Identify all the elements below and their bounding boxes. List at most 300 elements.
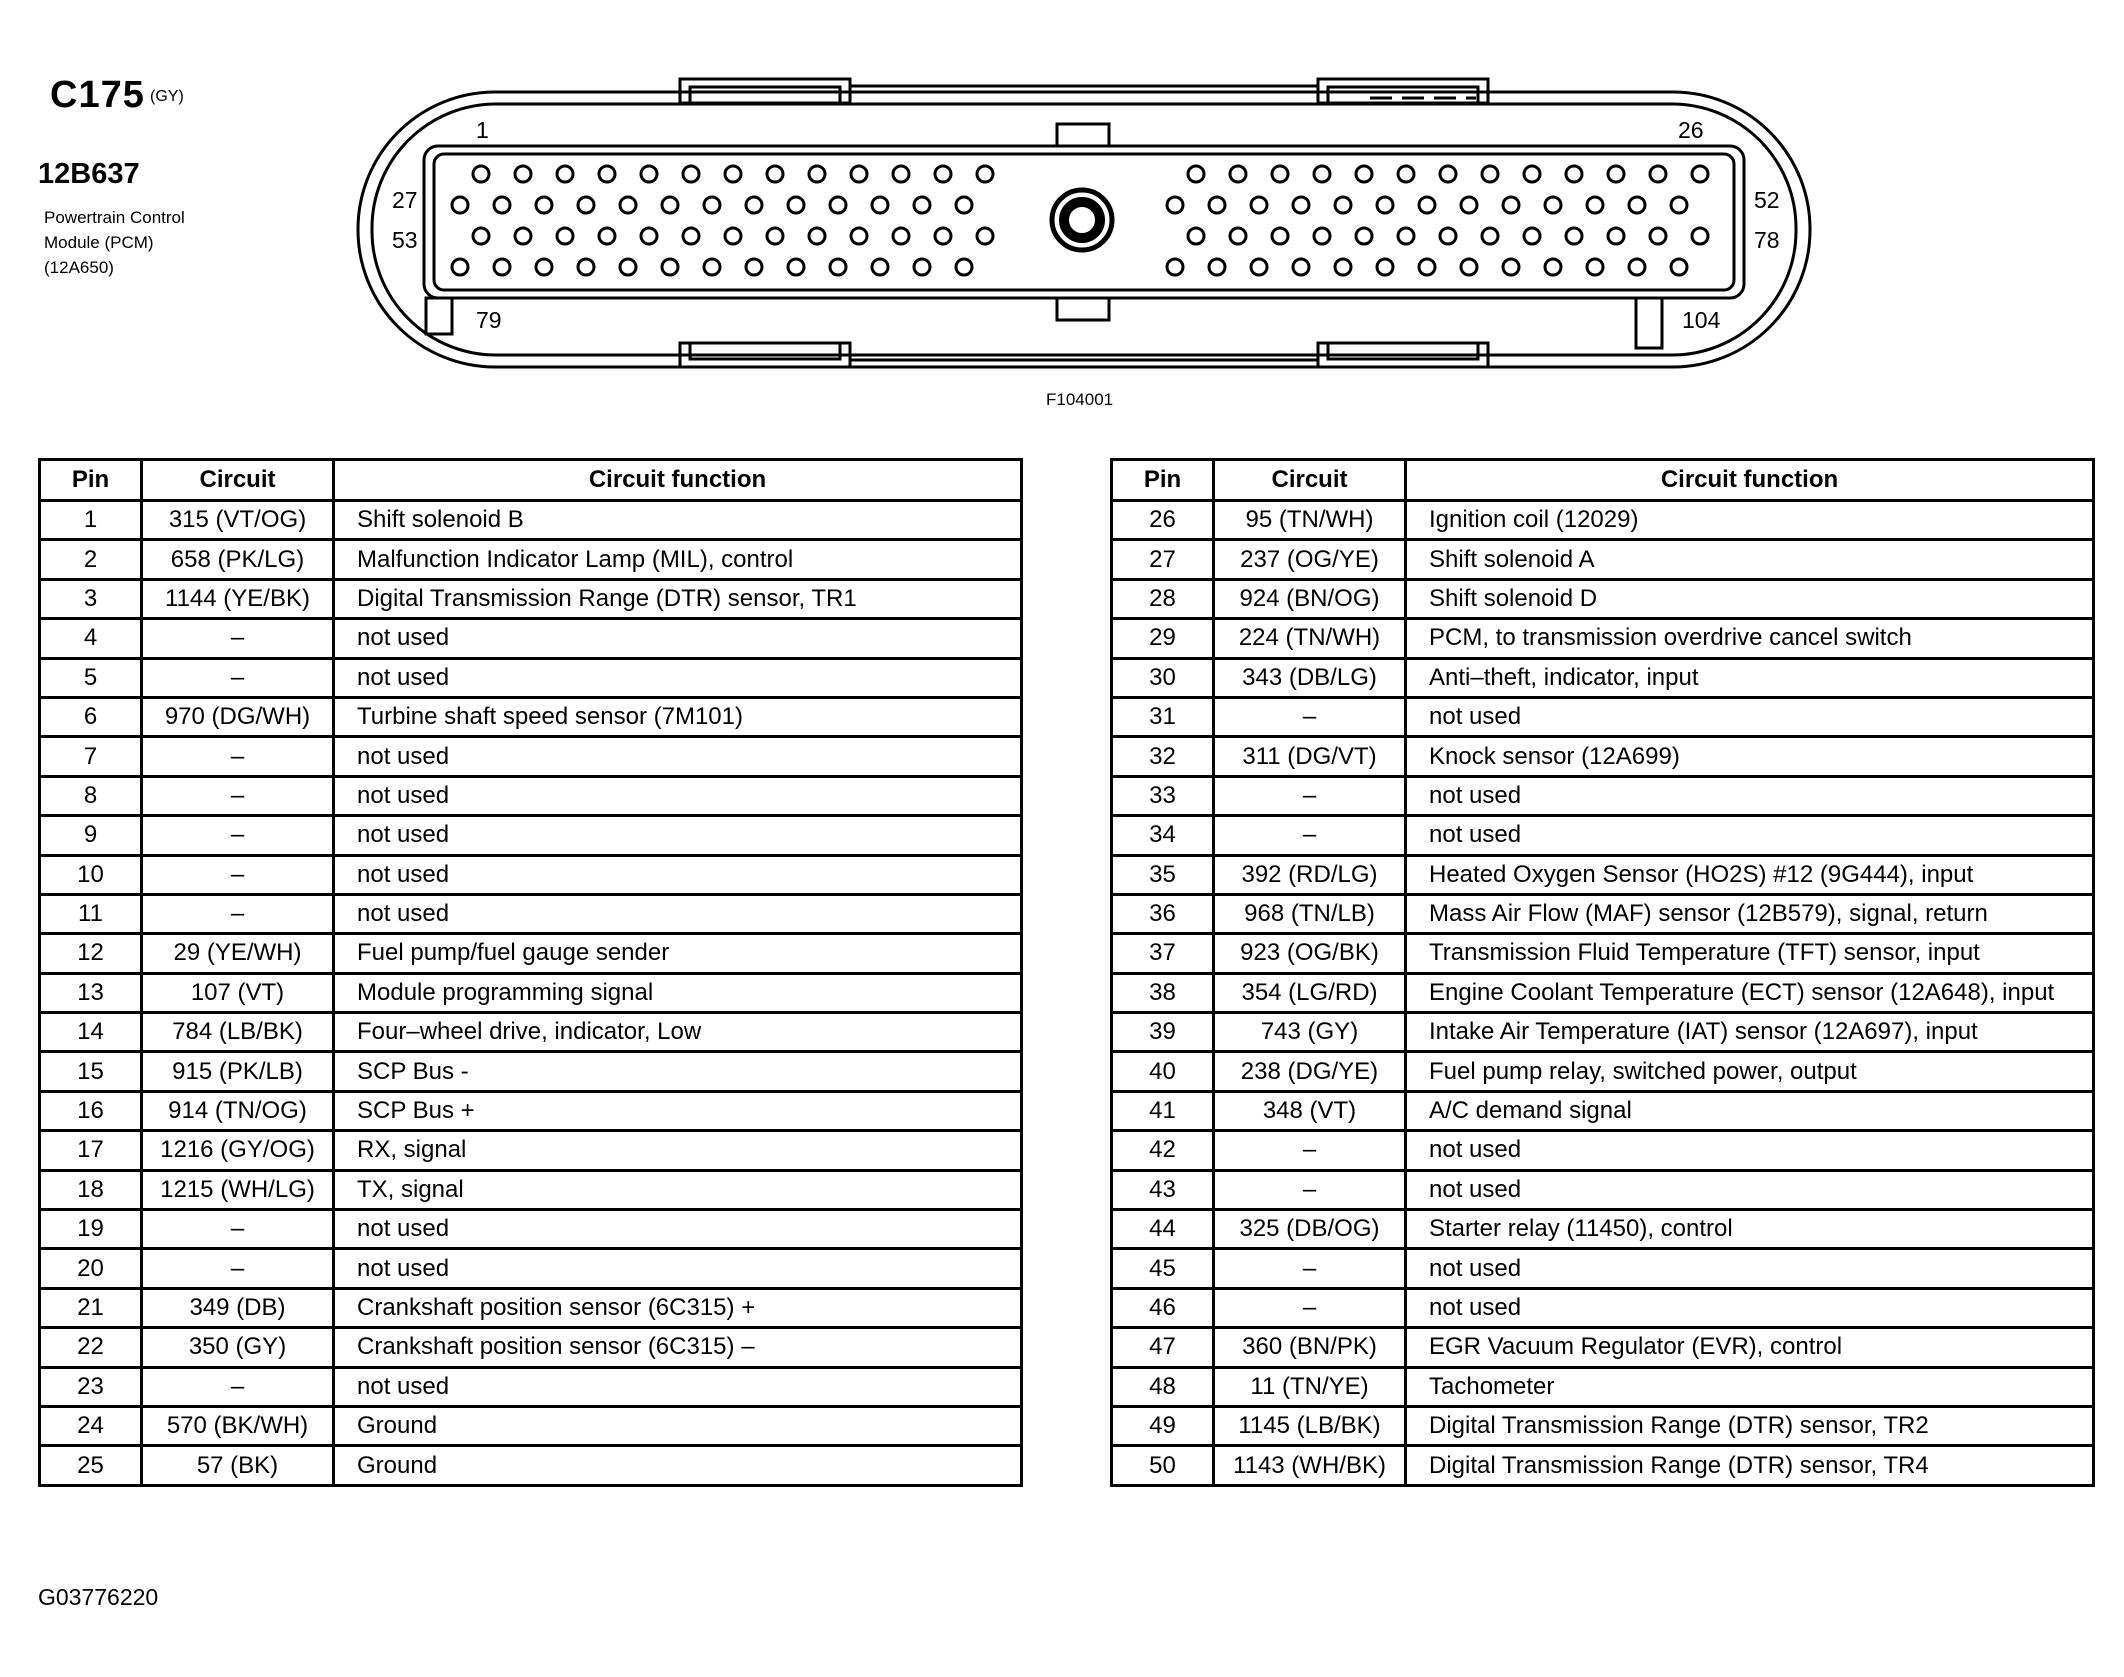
table-row: [40, 1406, 1022, 1445]
pin-hole: [977, 228, 993, 244]
key-bottom: [1057, 298, 1109, 320]
pin-hole: [914, 197, 930, 213]
pin-cell: 41: [1112, 1091, 1214, 1130]
pin-hole: [1608, 166, 1624, 182]
pin-cell: 11: [40, 894, 142, 933]
pin-hole: [1293, 259, 1309, 275]
circuit-cell: 392 (RD/LG): [1214, 855, 1406, 894]
table-row: [1112, 579, 2094, 618]
table-row: [1112, 1170, 2094, 1209]
pin-label-78: 78: [1754, 227, 1780, 253]
pin-hole: [1230, 228, 1246, 244]
table-row: [40, 1170, 1022, 1209]
pin-hole: [1314, 228, 1330, 244]
circuit-cell: 349 (DB): [142, 1288, 334, 1327]
pin-hole: [956, 197, 972, 213]
circuit-cell: –: [142, 1210, 334, 1249]
circuit-cell: –: [1214, 1170, 1406, 1209]
circuit-function-cell: Engine Coolant Temperature (ECT) sensor (12A648), input: [1406, 973, 2094, 1012]
pin-hole: [515, 166, 531, 182]
pin-hole: [1650, 228, 1666, 244]
pin-cell: 29: [1112, 619, 1214, 658]
pin-label-1: 1: [476, 117, 489, 143]
circuit-function-cell: Fuel pump/fuel gauge sender: [334, 934, 1022, 973]
pin-hole: [893, 166, 909, 182]
circuit-cell: 315 (VT/OG): [142, 501, 334, 540]
pin-hole: [725, 228, 741, 244]
pin-cell: 30: [1112, 658, 1214, 697]
pin-hole: [1461, 259, 1477, 275]
pin-block-outer: [424, 146, 1744, 298]
circuit-function-cell: Ground: [334, 1406, 1022, 1445]
table-row: [40, 697, 1022, 736]
header-circuit-function: Circuit function: [334, 460, 1022, 501]
table-row: [40, 501, 1022, 540]
table-row: [40, 1367, 1022, 1406]
latch-bottom-left-inner: [690, 343, 840, 359]
pin-cell: 35: [1112, 855, 1214, 894]
pin-hole: [1524, 228, 1540, 244]
pin-cell: 33: [1112, 776, 1214, 815]
pin-hole: [746, 197, 762, 213]
table-row: [1112, 540, 2094, 579]
table-row: [40, 579, 1022, 618]
pin-cell: 6: [40, 697, 142, 736]
table-row: [40, 1288, 1022, 1327]
pin-hole: [1440, 166, 1456, 182]
pin-hole: [1545, 197, 1561, 213]
pin-cell: 17: [40, 1131, 142, 1170]
pin-hole: [1272, 166, 1288, 182]
circuit-cell: 350 (GY): [142, 1328, 334, 1367]
pin-hole: [1272, 228, 1288, 244]
table-row: [1112, 1249, 2094, 1288]
connector-inner-shell: [372, 104, 1796, 355]
pin-cell: 47: [1112, 1328, 1214, 1367]
pin-cell: 10: [40, 855, 142, 894]
pin-hole: [830, 259, 846, 275]
table-row: [40, 1131, 1022, 1170]
pin-hole: [1335, 259, 1351, 275]
pin-hole: [1251, 197, 1267, 213]
table-header-row: [40, 460, 1022, 501]
pin-hole: [1566, 166, 1582, 182]
pin-hole: [1377, 259, 1393, 275]
circuit-cell: –: [142, 1367, 334, 1406]
pin-cell: 39: [1112, 1013, 1214, 1052]
circuit-cell: –: [142, 776, 334, 815]
circuit-function-cell: not used: [334, 855, 1022, 894]
pin-hole: [1356, 166, 1372, 182]
pin-hole: [1167, 197, 1183, 213]
table-row: [1112, 1288, 2094, 1327]
table-row: [40, 1249, 1022, 1288]
table-row: [40, 540, 1022, 579]
pin-cell: 1: [40, 501, 142, 540]
pin-hole: [788, 259, 804, 275]
circuit-function-cell: Crankshaft position sensor (6C315) +: [334, 1288, 1022, 1327]
circuit-cell: –: [1214, 1288, 1406, 1327]
table-row: [40, 816, 1022, 855]
pin-cell: 25: [40, 1446, 142, 1485]
pin-cell: 2: [40, 540, 142, 579]
circuit-cell: 95 (TN/WH): [1214, 501, 1406, 540]
pin-table-right: [1110, 458, 2095, 1487]
latch-bottom-right-inner: [1328, 343, 1478, 359]
table-row: [1112, 697, 2094, 736]
header-pin: Pin: [40, 460, 142, 501]
table-row: [1112, 501, 2094, 540]
pin-hole: [1188, 228, 1204, 244]
latch-top-right-inner: [1328, 87, 1478, 103]
table-row: [1112, 1052, 2094, 1091]
circuit-function-cell: Fuel pump relay, switched power, output: [1406, 1052, 2094, 1091]
circuit-cell: 1215 (WH/LG): [142, 1170, 334, 1209]
pin-hole: [683, 228, 699, 244]
circuit-cell: 11 (TN/YE): [1214, 1367, 1406, 1406]
circuit-function-cell: not used: [334, 816, 1022, 855]
circuit-function-cell: Digital Transmission Range (DTR) sensor, TR4: [1406, 1446, 2094, 1485]
table-row: [1112, 1406, 2094, 1445]
circuit-function-cell: not used: [334, 619, 1022, 658]
circuit-function-cell: Digital Transmission Range (DTR) sensor, TR2: [1406, 1406, 2094, 1445]
pin-hole: [788, 197, 804, 213]
table-row: [1112, 855, 2094, 894]
circuit-function-cell: Crankshaft position sensor (6C315) –: [334, 1328, 1022, 1367]
pin-hole: [956, 259, 972, 275]
table-row: [40, 855, 1022, 894]
pin-hole: [1356, 228, 1372, 244]
circuit-function-cell: not used: [1406, 697, 2094, 736]
circuit-function-cell: A/C demand signal: [1406, 1091, 2094, 1130]
circuit-function-cell: TX, signal: [334, 1170, 1022, 1209]
pin-hole: [746, 259, 762, 275]
pin-cell: 16: [40, 1091, 142, 1130]
pin-cell: 49: [1112, 1406, 1214, 1445]
pin-label-53: 53: [392, 227, 418, 253]
pin-hole: [1419, 197, 1435, 213]
pin-cell: 40: [1112, 1052, 1214, 1091]
pin-cell: 24: [40, 1406, 142, 1445]
circuit-cell: –: [1214, 1131, 1406, 1170]
pin-hole: [1461, 197, 1477, 213]
pin-cell: 36: [1112, 894, 1214, 933]
pin-hole: [851, 166, 867, 182]
pin-hole: [851, 228, 867, 244]
circuit-function-cell: SCP Bus -: [334, 1052, 1022, 1091]
pin-hole: [935, 228, 951, 244]
circuit-cell: 360 (BN/PK): [1214, 1328, 1406, 1367]
circuit-function-cell: not used: [334, 894, 1022, 933]
pin-hole: [1398, 166, 1414, 182]
pin-hole: [725, 166, 741, 182]
circuit-cell: –: [1214, 816, 1406, 855]
pin-hole: [1293, 197, 1309, 213]
circuit-function-cell: Anti–theft, indicator, input: [1406, 658, 2094, 697]
pin-hole: [830, 197, 846, 213]
pin-hole: [914, 259, 930, 275]
pin-cell: 43: [1112, 1170, 1214, 1209]
circuit-cell: –: [1214, 697, 1406, 736]
module-description-line-3: (12A650): [44, 258, 114, 277]
table-row: [40, 776, 1022, 815]
module-description-line-2: Module (PCM): [44, 233, 154, 252]
table-row: [1112, 1013, 2094, 1052]
pin-hole: [872, 197, 888, 213]
circuit-cell: 923 (OG/BK): [1214, 934, 1406, 973]
circuit-function-cell: not used: [1406, 1170, 2094, 1209]
pin-cell: 48: [1112, 1367, 1214, 1406]
pin-hole: [1503, 259, 1519, 275]
table-row: [40, 1210, 1022, 1249]
pin-cell: 50: [1112, 1446, 1214, 1485]
pin-hole: [809, 166, 825, 182]
pin-cell: 42: [1112, 1131, 1214, 1170]
pin-hole: [1188, 166, 1204, 182]
table-row: [1112, 1210, 2094, 1249]
connector-id: C175: [50, 74, 145, 116]
table-row: [40, 1446, 1022, 1485]
pin-hole: [1314, 166, 1330, 182]
pin-hole: [1566, 228, 1582, 244]
circuit-cell: 970 (DG/WH): [142, 697, 334, 736]
circuit-function-cell: SCP Bus +: [334, 1091, 1022, 1130]
pin-hole: [515, 228, 531, 244]
table-row: [40, 1013, 1022, 1052]
pin-cell: 38: [1112, 973, 1214, 1012]
pin-hole: [935, 166, 951, 182]
pin-cell: 37: [1112, 934, 1214, 973]
pin-cell: 31: [1112, 697, 1214, 736]
circuit-cell: 57 (BK): [142, 1446, 334, 1485]
pin-hole: [1587, 259, 1603, 275]
circuit-cell: 1144 (YE/BK): [142, 579, 334, 618]
pin-hole: [683, 166, 699, 182]
header-pin: Pin: [1112, 460, 1214, 501]
circuit-function-cell: not used: [334, 1249, 1022, 1288]
table-row: [1112, 973, 2094, 1012]
circuit-function-cell: not used: [1406, 1249, 2094, 1288]
circuit-cell: 784 (LB/BK): [142, 1013, 334, 1052]
pin-hole: [704, 197, 720, 213]
table-row: [1112, 816, 2094, 855]
circuit-cell: 968 (TN/LB): [1214, 894, 1406, 933]
pin-label-27: 27: [392, 187, 418, 213]
table-header-row: [1112, 460, 2094, 501]
pin-hole: [536, 197, 552, 213]
pin-hole: [1671, 259, 1687, 275]
pin-label-52: 52: [1754, 187, 1780, 213]
key-top: [1057, 124, 1109, 146]
circuit-cell: 1216 (GY/OG): [142, 1131, 334, 1170]
pin-hole: [1419, 259, 1435, 275]
circuit-cell: –: [142, 894, 334, 933]
table-row: [40, 737, 1022, 776]
pin-label-79: 79: [476, 307, 502, 333]
circuit-function-cell: Starter relay (11450), control: [1406, 1210, 2094, 1249]
pin-cell: 45: [1112, 1249, 1214, 1288]
pin-hole: [620, 259, 636, 275]
pin-hole: [1545, 259, 1561, 275]
table-row: [1112, 1367, 2094, 1406]
pin-hole: [872, 259, 888, 275]
table-row: [1112, 1446, 2094, 1485]
pin-hole: [1482, 166, 1498, 182]
connector-color: (GY): [150, 88, 184, 105]
pin-cell: 8: [40, 776, 142, 815]
circuit-cell: 29 (YE/WH): [142, 934, 334, 973]
table-row: [40, 894, 1022, 933]
pin-hole: [767, 166, 783, 182]
circuit-function-cell: Malfunction Indicator Lamp (MIL), control: [334, 540, 1022, 579]
pin-holes: [452, 166, 1708, 275]
pin-hole: [557, 228, 573, 244]
circuit-cell: –: [142, 1249, 334, 1288]
pin-table-left: [38, 458, 1023, 1487]
circuit-cell: 238 (DG/YE): [1214, 1052, 1406, 1091]
circuit-function-cell: Intake Air Temperature (IAT) sensor (12A697), input: [1406, 1013, 2094, 1052]
pin-hole: [1251, 259, 1267, 275]
pin-hole: [977, 166, 993, 182]
circuit-function-cell: not used: [1406, 1131, 2094, 1170]
table-row: [40, 1052, 1022, 1091]
pin-hole: [494, 197, 510, 213]
pin-hole: [1692, 166, 1708, 182]
connector-face-diagram: [0, 0, 2124, 420]
pin-cell: 5: [40, 658, 142, 697]
pin-hole: [494, 259, 510, 275]
pin-hole: [578, 259, 594, 275]
table-row: [1112, 1091, 2094, 1130]
circuit-function-cell: not used: [1406, 776, 2094, 815]
circuit-cell: 924 (BN/OG): [1214, 579, 1406, 618]
pin-hole: [473, 228, 489, 244]
pin-hole: [1650, 166, 1666, 182]
pin-cell: 23: [40, 1367, 142, 1406]
circuit-cell: 348 (VT): [1214, 1091, 1406, 1130]
header-circuit-function: Circuit function: [1406, 460, 2094, 501]
pin-cell: 14: [40, 1013, 142, 1052]
circuit-cell: 743 (GY): [1214, 1013, 1406, 1052]
pin-hole: [578, 197, 594, 213]
circuit-function-cell: Shift solenoid B: [334, 501, 1022, 540]
pin-hole: [1482, 228, 1498, 244]
circuit-function-cell: PCM, to transmission overdrive cancel switch: [1406, 619, 2094, 658]
circuit-cell: 224 (TN/WH): [1214, 619, 1406, 658]
pin-hole: [452, 197, 468, 213]
pin-hole: [599, 166, 615, 182]
pin-hole: [704, 259, 720, 275]
circuit-function-cell: Knock sensor (12A699): [1406, 737, 2094, 776]
circuit-function-cell: not used: [334, 776, 1022, 815]
pin-hole: [473, 166, 489, 182]
circuit-function-cell: Module programming signal: [334, 973, 1022, 1012]
circuit-cell: 343 (DB/LG): [1214, 658, 1406, 697]
circuit-function-cell: Shift solenoid A: [1406, 540, 2094, 579]
pin-cell: 19: [40, 1210, 142, 1249]
pin-cell: 15: [40, 1052, 142, 1091]
pin-hole: [767, 228, 783, 244]
pin-hole: [1377, 197, 1393, 213]
circuit-function-cell: not used: [334, 1210, 1022, 1249]
pin-hole: [1671, 197, 1687, 213]
pin-cell: 9: [40, 816, 142, 855]
circuit-function-cell: Mass Air Flow (MAF) sensor (12B579), signal, return: [1406, 894, 2094, 933]
pin-hole: [1209, 197, 1225, 213]
circuit-cell: 325 (DB/OG): [1214, 1210, 1406, 1249]
circuit-cell: 1145 (LB/BK): [1214, 1406, 1406, 1445]
header-circuit: Circuit: [1214, 460, 1406, 501]
circuit-function-cell: not used: [334, 658, 1022, 697]
table-row: [40, 973, 1022, 1012]
pin-hole: [662, 259, 678, 275]
document-id: G03776220: [38, 1584, 159, 1610]
part-number: 12B637: [38, 158, 140, 190]
pin-cell: 7: [40, 737, 142, 776]
pin-hole: [536, 259, 552, 275]
table-row: [1112, 658, 2094, 697]
pin-hole: [1629, 259, 1645, 275]
circuit-cell: –: [142, 658, 334, 697]
circuit-cell: 311 (DG/VT): [1214, 737, 1406, 776]
table-row: [1112, 1328, 2094, 1367]
pin-hole: [1440, 228, 1456, 244]
pin-cell: 44: [1112, 1210, 1214, 1249]
pin-cell: 27: [1112, 540, 1214, 579]
circuit-cell: –: [142, 855, 334, 894]
pin-cell: 20: [40, 1249, 142, 1288]
pin-hole: [1503, 197, 1519, 213]
circuit-function-cell: Digital Transmission Range (DTR) sensor, TR1: [334, 579, 1022, 618]
key-left: [426, 298, 452, 334]
pin-hole: [1335, 197, 1351, 213]
circuit-function-cell: EGR Vacuum Regulator (EVR), control: [1406, 1328, 2094, 1367]
circuit-function-cell: Ignition coil (12029): [1406, 501, 2094, 540]
circuit-function-cell: Shift solenoid D: [1406, 579, 2094, 618]
table-row: [40, 619, 1022, 658]
pin-hole: [1692, 228, 1708, 244]
circuit-cell: –: [142, 816, 334, 855]
pin-hole: [557, 166, 573, 182]
pin-hole: [641, 228, 657, 244]
key-right: [1636, 298, 1662, 348]
center-bolt-inner: [1064, 202, 1100, 238]
pin-cell: 21: [40, 1288, 142, 1327]
pin-cell: 46: [1112, 1288, 1214, 1327]
pin-hole: [1398, 228, 1414, 244]
circuit-cell: 354 (LG/RD): [1214, 973, 1406, 1012]
pin-cell: 13: [40, 973, 142, 1012]
pin-cell: 3: [40, 579, 142, 618]
table-row: [1112, 1131, 2094, 1170]
pin-cell: 26: [1112, 501, 1214, 540]
circuit-cell: 914 (TN/OG): [142, 1091, 334, 1130]
pin-cell: 12: [40, 934, 142, 973]
circuit-cell: –: [142, 619, 334, 658]
circuit-function-cell: not used: [334, 737, 1022, 776]
circuit-cell: –: [142, 737, 334, 776]
table-row: [1112, 934, 2094, 973]
circuit-function-cell: Heated Oxygen Sensor (HO2S) #12 (9G444), input: [1406, 855, 2094, 894]
pin-cell: 18: [40, 1170, 142, 1209]
circuit-cell: 107 (VT): [142, 973, 334, 1012]
circuit-cell: –: [1214, 1249, 1406, 1288]
table-row: [40, 1328, 1022, 1367]
pin-cell: 32: [1112, 737, 1214, 776]
table-row: [40, 1091, 1022, 1130]
circuit-function-cell: Four–wheel drive, indicator, Low: [334, 1013, 1022, 1052]
circuit-function-cell: Turbine shaft speed sensor (7M101): [334, 697, 1022, 736]
